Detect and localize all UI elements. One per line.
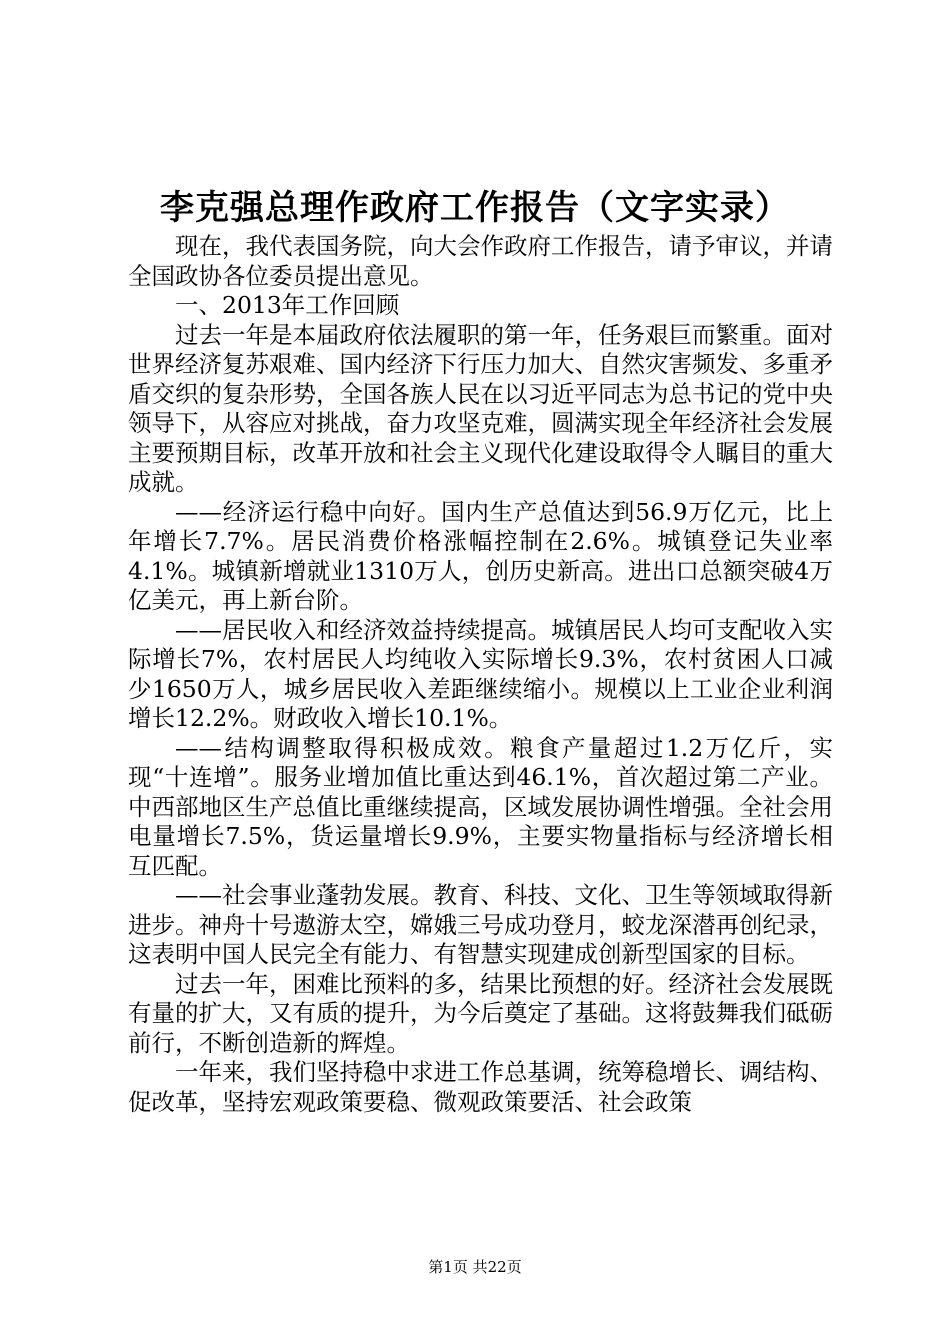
- paragraph: 一年来，我们坚持稳中求进工作总基调，统筹稳增长、调结构、促改革，坚持宏观政策要稳、微观政策要活、社会政策: [128, 1058, 833, 1116]
- paragraph: 过去一年是本届政府依法履职的第一年，任务艰巨而繁重。面对世界经济复苏艰难、国内经济下行压力加大、自然灾害频发、多重矛盾交织的复杂形势，全国各族人民在以习近平同志为总书记的党中央领导下，从容应对挑战，奋力攻坚克难，圆满实现全年经济社会发展主要预期目标，改革开放和社会主义现代化建设取得令人瞩目的重大成就。: [128, 320, 833, 496]
- page-footer: 第1页 共22页: [428, 1258, 522, 1276]
- paragraph: 现在，我代表国务院，向大会作政府工作报告，请予审议，并请全国政协各位委员提出意见。: [128, 232, 833, 290]
- paragraph: ——社会事业蓬勃发展。教育、科技、文化、卫生等领域取得新进步。神舟十号遨游太空，嫦娥三号成功登月，蛟龙深潜再创纪录，这表明中国人民完全有能力、有智慧实现建成创新型国家的目标。: [128, 881, 833, 968]
- paragraph: 过去一年，困难比预料的多，结果比预想的好。经济社会发展既有量的扩大，又有质的提升，为今后奠定了基础。这将鼓舞我们砥砺前行，不断创造新的辉煌。: [128, 969, 833, 1057]
- paragraph: ——经济运行稳中向好。国内生产总值达到56.9万亿元，比上年增长7.7%。居民消费价格涨幅控制在2.6%。城镇登记失业率4.1%。城镇新增就业1310万人，创历史新高。进出口总额突破4万亿美元，再上新台阶。: [128, 497, 833, 614]
- paragraph: ——结构调整取得积极成效。粮食产量超过1.2万亿斤，实现“十连增”。服务业增加值比重达到46.1%，首次超过第二产业。中西部地区生产总值比重继续提高，区域发展协调性增强。全社会用电量增长7.5%，货运量增长9.9%，主要实物量指标与经济增长相互匹配。: [128, 733, 833, 880]
- section-heading: 一、2013年工作回顾: [175, 291, 400, 319]
- document-body: [128, 232, 833, 1117]
- paragraph: ——居民收入和经济效益持续提高。城镇居民人均可支配收入实际增长7%，农村居民人均纯收入实际增长9.3%，农村贫困人口减少1650万人，城乡居民收入差距继续缩小。规模以上工业企业利润增长12.2%。财政收入增长10.1%。: [128, 615, 833, 732]
- document-title: 李克强总理作政府工作报告（文字实录）: [160, 188, 790, 228]
